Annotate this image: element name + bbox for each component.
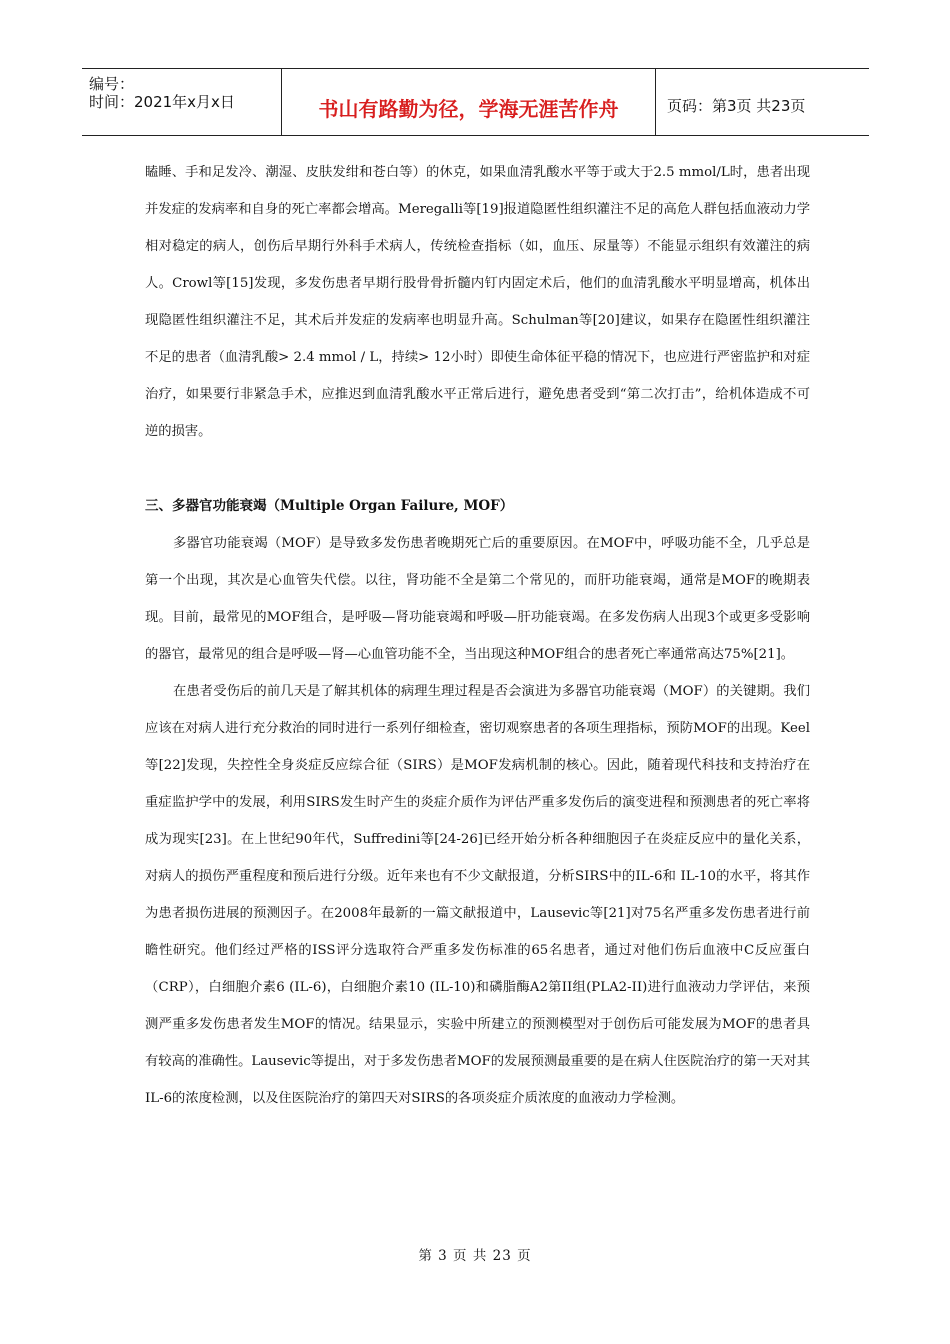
- motto-text: 书山有路勤为径，学海无涯苦作舟: [318, 97, 619, 121]
- header-right-cell: [656, 69, 869, 135]
- paragraph-3: 在患者受伤后的前几天是了解其机体的病理生理过程是否会演进为多器官功能衰竭（MOF）的关键期。我们应该在对病人进行充分救治的同时进行一系列仔细检查，密切观察患者的各项生理指标，预防MOF的出现。Keel 等[22]发现，失控性全身炎症反应综合征（SIRS）是MOF发病机制的核心。因此，随着现代科技和支持治疗在重症监护学中的发展，利用SIRS发生时产生的炎症介质作为评估严重多发伤后的演变进程和预测患者的死亡率将成为现实[23]。在上世纪90年代，Suffredini等[24-26]已经开始分析各种细胞因子在炎症反应中的量化关系，对病人的损伤严重程度和预后进行分级。近年来也有不少文献报道，分析SIRS中的IL-6和 IL-10的水平，将其作为患者损伤进展的预测因子。在2008年最新的一篇文献报道中，Lausevic等[21]对75名严重多发伤患者进行前瞻性研究。他们经过严格的ISS评分选取符合严重多发伤标准的65名患者，通过对他们伤后血液中C反应蛋白（CRP），白细胞介素6 (IL-6)，白细胞介素10 (IL-10)和磷脂酶A2第II组(PLA2-II)进行血液动力学评估，来预测严重多发伤患者发生MOF的情况。结果显示，实验中所建立的预测模型对于创伤后可能发展为MOF的患者具有较高的准确性。Lausevic等提出，对于多发伤患者MOF的发展预测最重要的是在病人住医院治疗的第一天对其IL-6的浓度检测，以及住医院治疗的第四天对SIRS的各项炎症介质浓度的血液动力学检测。: [145, 684, 810, 1106]
- page-header: [82, 68, 869, 136]
- section-heading: 三、多器官功能衰竭（Multiple Organ Failure, MOF）: [145, 498, 514, 514]
- paragraph-1: 瞌睡、手和足发冷、潮湿、皮肤发绀和苍白等）的休克，如果血清乳酸水平等于或大于2.5 mmol/L时，患者出现并发症的发病率和自身的死亡率都会增高。Meregalli等[19]报道隐匿性组织灌注不足的高危人群包括血液动力学相对稳定的病人，创伤后早期行外科手术病人，传统检查指标（如，血压、尿量等）不能显示组织有效灌注的病人。Crowl等[15]发现，多发伤患者早期行股骨骨折髓内钉内固定术后，他们的血清乳酸水平明显增高，机体出现隐匿性组织灌注不足，其术后并发症的发病率也明显升高。Schulman等[20]建议，如果存在隐匿性组织灌注不足的患者（血清乳酸> 2.4 mmol / L，持续> 12小时）即使生命体征平稳的情况下，也应进行严密监护和对症治疗，如果要行非紧急手术，应推迟到血清乳酸水平正常后进行，避免患者受到“第二次打击”，给机体造成不可逆的损害。: [145, 165, 810, 439]
- header-left-cell: [82, 69, 282, 135]
- header-motto-cell: [282, 69, 656, 135]
- date-label: 时间：2021年x月x日: [89, 93, 235, 111]
- page-footer: 第 3 页 共 23 页: [418, 1248, 532, 1264]
- paragraph-2: 多器官功能衰竭（MOF）是导致多发伤患者晚期死亡后的重要原因。在MOF中，呼吸功能不全，几乎总是第一个出现，其次是心血管失代偿。以往，肾功能不全是第二个常见的，而肝功能衰竭，通常是MOF的晚期表现。目前，最常见的MOF组合，是呼吸—肾功能衰竭和呼吸—肝功能衰竭。在多发伤病人出现3个或更多受影响的器官，最常见的组合是呼吸—肾—心血管功能不全，当出现这种MOF组合的患者死亡率通常高达75%[21]。: [145, 536, 810, 662]
- body-text: [145, 154, 810, 450]
- page-info: 页码：第3页 共23页: [667, 97, 806, 115]
- section-3: [145, 488, 810, 1117]
- serial-label: 编号：: [89, 75, 135, 93]
